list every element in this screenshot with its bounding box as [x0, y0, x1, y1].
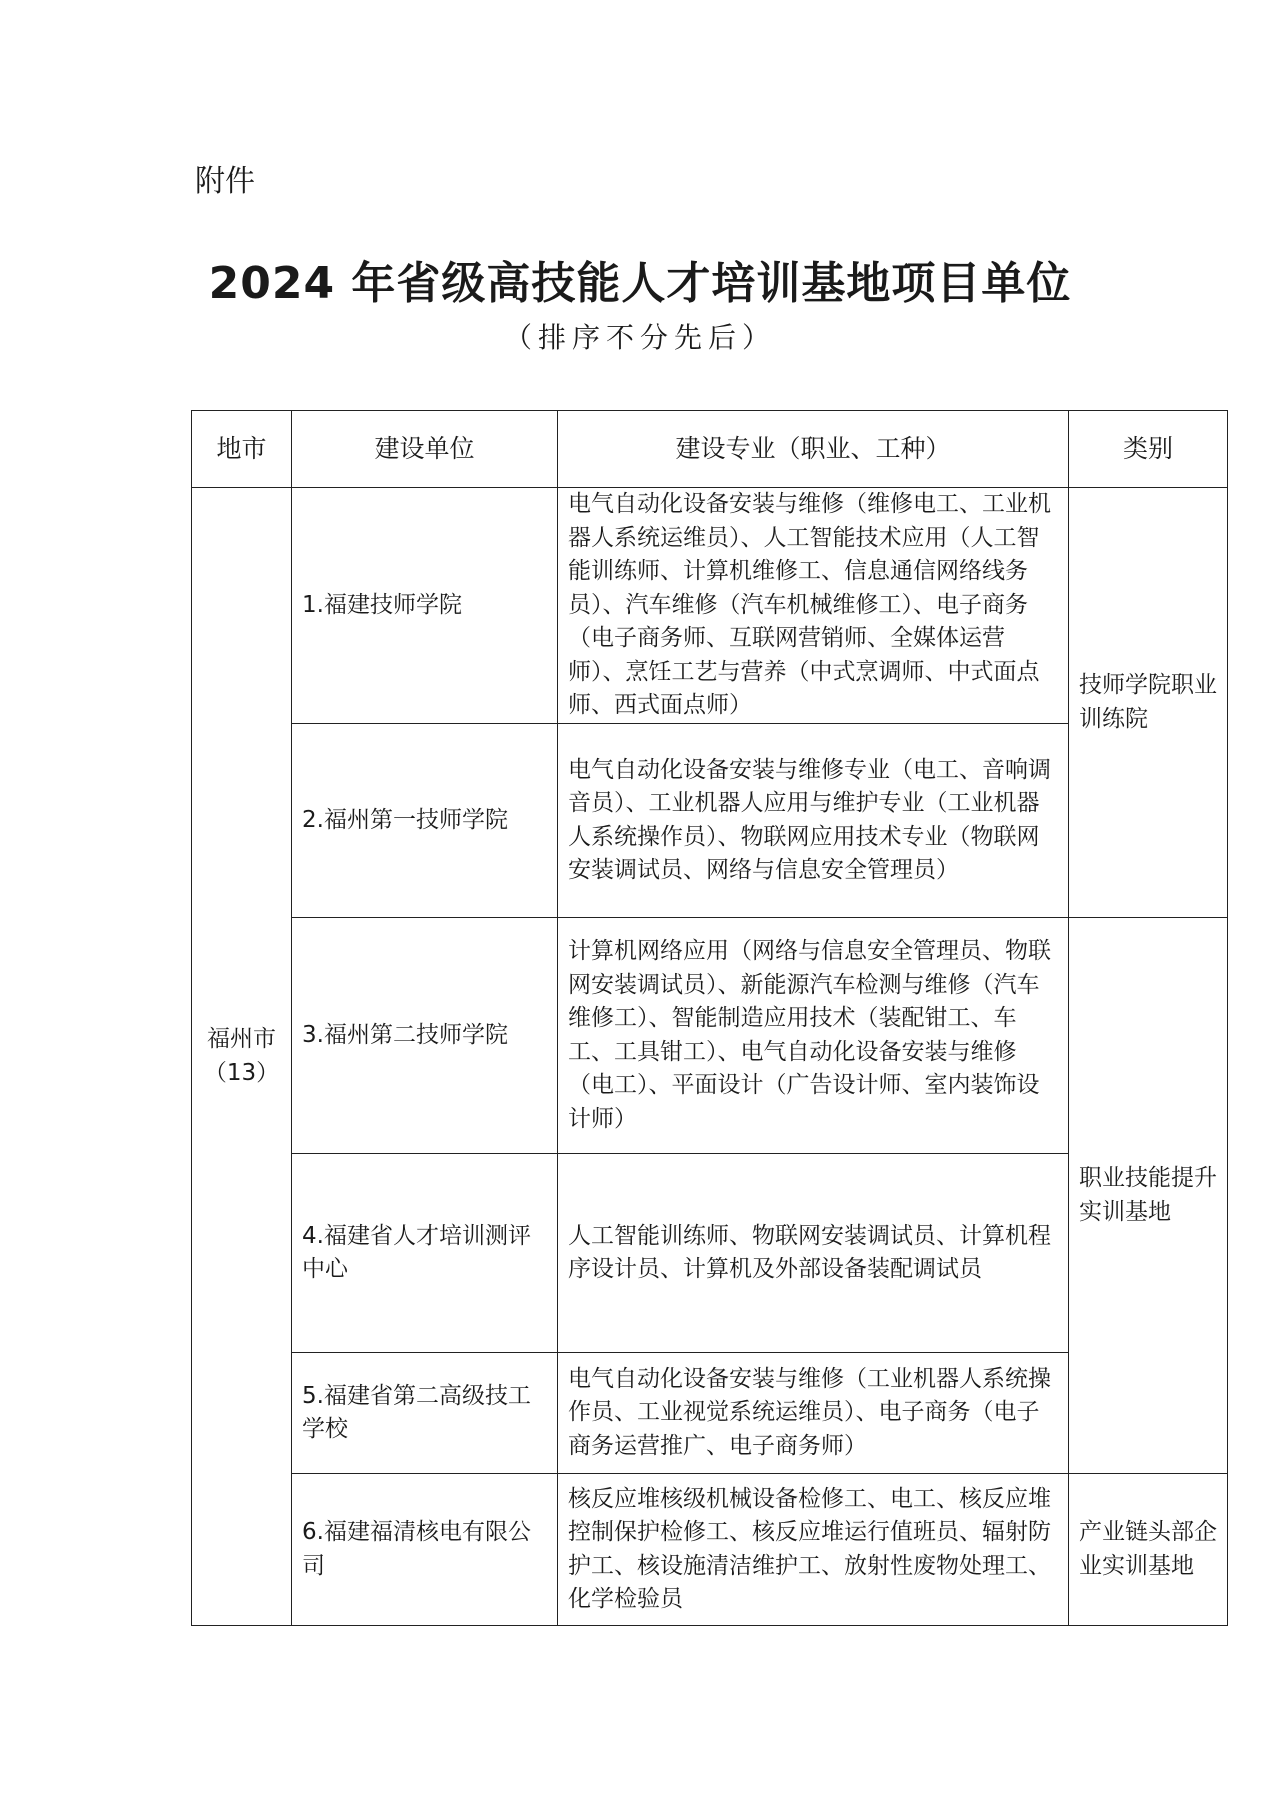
project-units-table: [191, 410, 1228, 1626]
attachment-label: 附件: [195, 164, 255, 199]
header-category: 类别: [1069, 411, 1228, 488]
major-cell: 计算机网络应用（网络与信息安全管理员、物联网安装调试员）、新能源汽车检测与维修（汽车维修工）、智能制造应用技术（装配钳工、车工、工具钳工）、电气自动化设备安装与维修（电工）、平面设计（广告设计师、室内装饰设计师）: [558, 918, 1069, 1154]
category-cell: 产业链头部企业实训基地: [1069, 1474, 1228, 1626]
major-cell: 电气自动化设备安装与维修（维修电工、工业机器人系统运维员）、人工智能技术应用（人工智能训练师、计算机维修工、信息通信网络线务员）、汽车维修（汽车机械维修工）、电子商务（电子商务师、互联网营销师、全媒体运营师）、烹饪工艺与营养（中式烹调师、中式面点师、西式面点师）: [558, 488, 1069, 724]
unit-cell: 1.福建技师学院: [292, 488, 558, 724]
header-city: 地市: [192, 411, 292, 488]
unit-cell: 4.福建省人才培训测评中心: [292, 1154, 558, 1353]
category-cell: 职业技能提升实训基地: [1069, 918, 1228, 1474]
unit-cell: 6.福建福清核电有限公司: [292, 1474, 558, 1626]
header-unit: 建设单位: [292, 411, 558, 488]
table-row: [192, 488, 1228, 724]
major-cell: 电气自动化设备安装与维修专业（电工、音响调音员）、工业机器人应用与维护专业（工业机器人系统操作员）、物联网应用技术专业（物联网安装调试员、网络与信息安全管理员）: [558, 724, 1069, 918]
major-cell: 人工智能训练师、物联网安装调试员、计算机程序设计员、计算机及外部设备装配调试员: [558, 1154, 1069, 1353]
major-cell: 核反应堆核级机械设备检修工、电工、核反应堆控制保护检修工、核反应堆运行值班员、辐射防护工、核设施清洁维护工、放射性废物处理工、化学检验员: [558, 1474, 1069, 1626]
unit-cell: 3.福州第二技师学院: [292, 918, 558, 1154]
unit-cell: 5.福建省第二高级技工学校: [292, 1353, 558, 1474]
document-subtitle: （排序不分先后）: [503, 321, 776, 354]
unit-cell: 2.福州第一技师学院: [292, 724, 558, 918]
header-major: 建设专业（职业、工种）: [558, 411, 1069, 488]
document-title: 2024 年省级高技能人才培训基地项目单位: [208, 258, 1072, 309]
table-row: [192, 918, 1228, 1154]
table-row: [192, 1474, 1228, 1626]
category-cell: 技师学院职业训练院: [1069, 488, 1228, 918]
major-cell: 电气自动化设备安装与维修（工业机器人系统操作员、工业视觉系统运维员）、电子商务（电子商务运营推广、电子商务师）: [558, 1353, 1069, 1474]
city-cell: 福州市（13）: [192, 488, 292, 1626]
table-header-row: [192, 411, 1228, 488]
